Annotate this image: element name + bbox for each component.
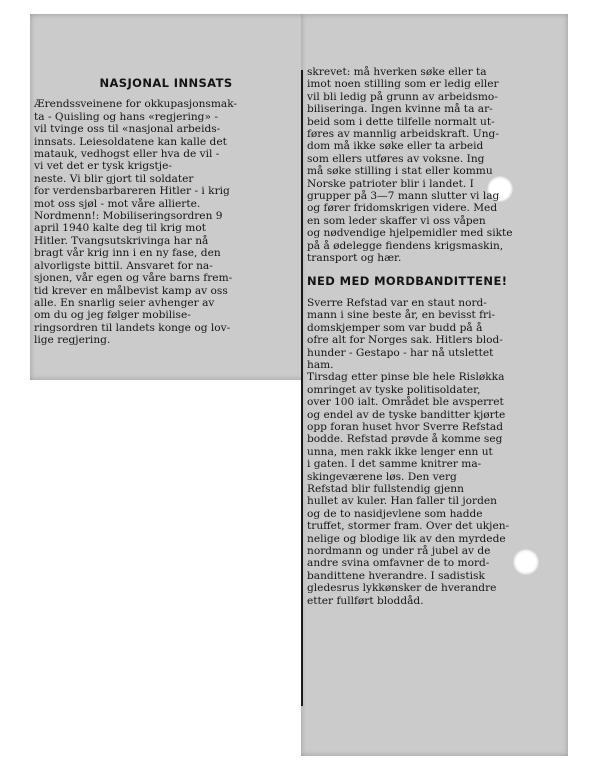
text-line: alle. En snarlig seier avhenger av <box>34 296 215 309</box>
text-line: imot noen stilling som er ledig eller <box>307 78 499 91</box>
text-line: tid krever en målbevist kamp av oss <box>34 284 228 297</box>
text-line: vil bli ledig på grunn av arbeidsmo- <box>307 90 498 103</box>
text-line: for verdensbarbareren Hitler - i krig <box>34 185 230 198</box>
text-line: i gaten. I det samme knitrer ma- <box>307 458 482 471</box>
text-line: alvorligste bittil. Ansvaret for na- <box>34 259 213 272</box>
text-line: bragt vår krig inn i en ny fase, den <box>34 247 221 260</box>
text-line: unna, men rakk ikke lenger enn ut <box>307 445 493 458</box>
text-line: nordmann og under rå jubel av de <box>307 545 491 558</box>
text-line: opp foran huset hvor Sverre Refstad <box>307 420 504 433</box>
text-line: biliseringa. Ingen kvinne må ta ar- <box>307 103 493 116</box>
text-line: ham. <box>307 358 334 371</box>
text-line: Refstad blir fullstendig gjenn <box>307 483 464 495</box>
text-line: truffet, stormer fram. Over det ukjen- <box>307 520 510 533</box>
text-line: ringsordren til landets konge og lov- <box>34 321 231 334</box>
text-line: som ellers utføres av voksne. Ing <box>307 152 485 165</box>
article-title-nasjonal-innsats: NASJONAL INNSATS <box>99 76 233 90</box>
text-line: en som leder skaffer vi oss våpen <box>307 214 486 227</box>
text-line: april 1940 kalte deg til krig mot <box>34 222 206 235</box>
left-clip-region <box>30 14 306 380</box>
text-line: lige regjering. <box>34 334 111 347</box>
text-line: Tirsdag etter pinse ble hele Risløkka <box>307 371 505 384</box>
text-line: bandittene hverandre. I sadistisk <box>307 569 485 582</box>
text-line: på å ødelegge fiendens krigsmaskin, <box>307 239 504 252</box>
text-line: Ærendssveinene for okkupasjonsmak- <box>34 98 238 111</box>
text-line: hullet av kuler. Han faller til jorden <box>307 495 497 508</box>
text-line: og de to nasidjevlene som hadde <box>307 507 483 520</box>
text-line: andre svina omfavner de to mord- <box>307 557 490 570</box>
text-line: grupper på 3—7 mann slutter vi lag <box>307 190 500 203</box>
text-line: om du og jeg følger mobilise- <box>34 309 191 322</box>
text-line: matauk, vedhogst eller hva de vil - <box>34 148 220 161</box>
right-article-continuation <box>307 66 543 265</box>
text-line: og endel av de tyske banditter kjørte <box>307 408 506 421</box>
left-column <box>34 75 298 347</box>
text-line: mann i sine beste år, en bevisst fri- <box>307 309 496 322</box>
text-line: ofre alt for Norges sak. Hitlers blod- <box>307 334 503 347</box>
text-line: Norske patrioter blir i landet. I <box>307 177 474 190</box>
text-line: vi vet det er tysk krigstje- <box>34 160 172 173</box>
text-line: gledesrus lykkønsker de hverandre <box>307 582 497 595</box>
text-line: sjonen, vår egen og våre barns frem- <box>34 272 233 285</box>
right-article-body <box>307 297 543 607</box>
text-line: over 100 ialt. Området ble avsperret <box>307 396 504 409</box>
left-article-body <box>34 98 298 346</box>
text-line: og fører fridomskrigen videre. Med <box>307 202 498 215</box>
text-line: domskjemper som var budd på å <box>307 321 483 334</box>
text-line: må søke stilling i stat eller kommu <box>307 165 493 178</box>
text-line: føres av mannlig arbeidskraft. Ung- <box>307 128 499 141</box>
text-line: mot oss sjøl - mot våre allierte. <box>34 197 201 210</box>
text-line: beid som i dette tilfelle normalt ut- <box>307 115 495 128</box>
text-line: dom må ikke søke eller ta arbeid <box>307 140 484 153</box>
text-line: ta - Quisling og hans «regjering» - <box>34 110 218 123</box>
article-title-ned-med-mordbandittene: NED MED MORDBANDITTENE! <box>307 273 508 288</box>
text-line: skrevet: må hverken søke eller ta <box>307 66 487 78</box>
text-line: neste. Vi blir gjort til soldater <box>34 172 194 185</box>
text-line: bodde. Refstad prøvde å komme seg <box>307 433 503 446</box>
text-line: nelige og blodige lik av den myrdede <box>307 532 506 545</box>
text-line: omringet av tyske politisoldater, <box>307 383 481 396</box>
text-line: og nødvendige hjelpemidler med sikte <box>307 227 513 240</box>
text-line: vil tvinge oss til «nasjonal arbeids- <box>34 123 221 136</box>
text-line: innsats. Leiesoldatene kan kalle det <box>34 135 227 148</box>
text-line: Sverre Refstad var en staut nord- <box>307 296 487 309</box>
text-line: hunder - Gestapo - har nå utslettet <box>307 346 494 359</box>
text-line: transport og hær. <box>307 252 402 265</box>
text-line: etter fullført bloddåd. <box>307 594 424 607</box>
text-line: skingeværene løs. Den verg <box>307 470 457 483</box>
text-line: Nordmenn!: Mobiliseringsordren 9 <box>34 210 223 223</box>
text-line: Hitler. Tvangsutskrivinga har nå <box>34 234 209 247</box>
right-column <box>307 66 543 607</box>
